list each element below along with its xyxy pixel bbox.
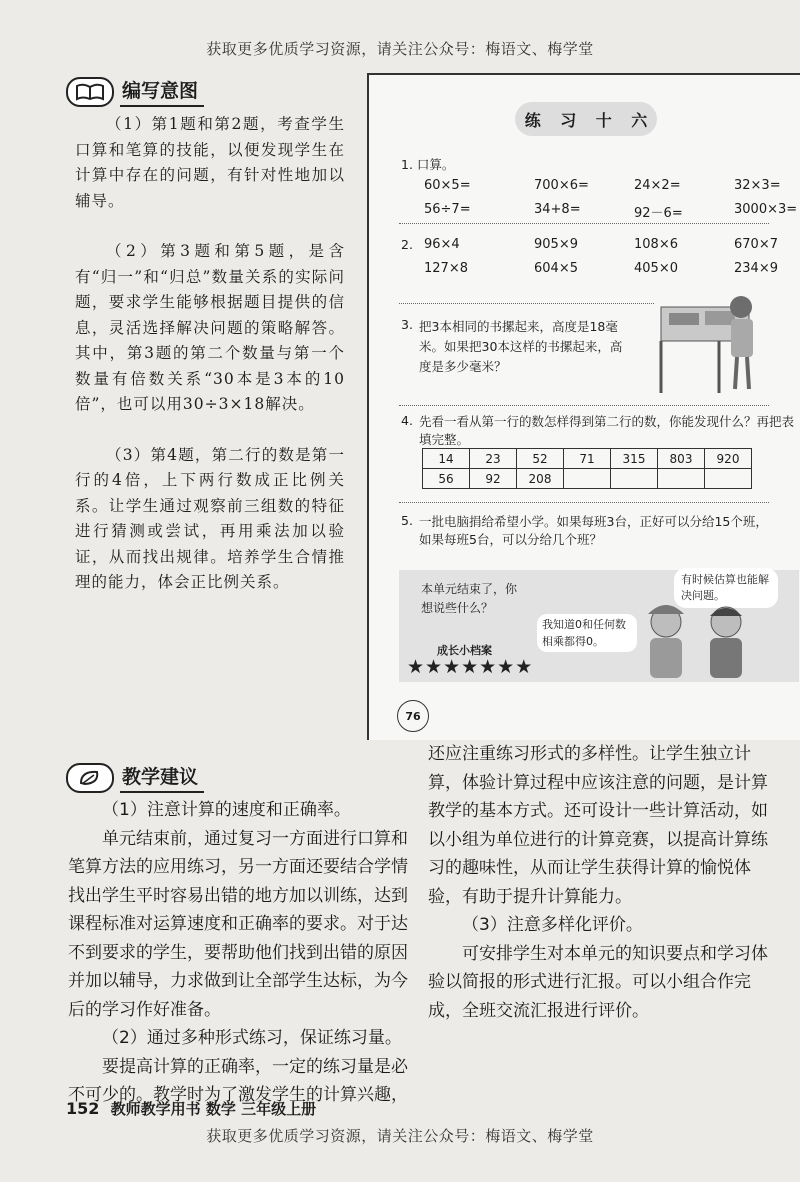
- intent-title: 编写意图: [120, 76, 204, 107]
- q2-item: 234×9: [734, 261, 778, 276]
- watermark-top: 获取更多优质学习资源，请关注公众号：梅语文、梅学堂: [206, 40, 594, 58]
- table-cell: 23: [470, 449, 517, 469]
- divider: [399, 223, 769, 224]
- q1-item: 92－6=: [634, 206, 683, 221]
- q1-item: 24×2=: [634, 178, 681, 193]
- q2-item: 108×6: [634, 237, 678, 252]
- q4-table: [422, 448, 752, 489]
- leaf-icon: [66, 763, 114, 793]
- table-row: [423, 469, 752, 489]
- speech-bubble-3: 有时候估算也能解决问题。: [674, 568, 778, 608]
- watermark-bottom: 获取更多优质学习资源，请关注公众号：梅语文、梅学堂: [206, 1127, 594, 1145]
- q2-item: 96×4: [424, 237, 460, 252]
- table-cell: [611, 469, 658, 489]
- intent-paragraph-3: （3）第4题，第二行的数是第一行的4倍，上下两行数成正比例关系。让学生通过观察前三组数的特征进行猜测或尝试，再用乘法加以验证，从而找出规律。培养学生合情推理的能力，体会正比例关系。: [75, 445, 345, 591]
- table-cell: [705, 469, 752, 489]
- exercise-title-char: 习: [560, 110, 577, 130]
- divider: [399, 405, 769, 406]
- table-cell: [564, 469, 611, 489]
- q5-text: 一批电脑捐给希望小学。如果每班3台，正好可以分给15个班，如果每班5台，可以分给几个班？: [419, 514, 768, 547]
- q2-item: 604×5: [534, 261, 578, 276]
- suggest-heading-2: （2）通过多种形式练习，保证练习量。: [102, 1028, 402, 1048]
- suggest-left-column: [68, 796, 410, 1110]
- table-cell: [658, 469, 705, 489]
- table-cell: 803: [658, 449, 705, 469]
- exercise-title-char: 十: [595, 110, 612, 130]
- table-cell: 56: [423, 469, 470, 489]
- exercise-title-char: 练: [524, 110, 541, 130]
- q1-item: 60×5=: [424, 178, 471, 193]
- girl-stacking-books-illustration: [659, 293, 779, 398]
- table-cell: 315: [611, 449, 658, 469]
- q2-grid: [424, 237, 800, 276]
- q3-label: 3.: [401, 317, 413, 332]
- q4-label: 4.: [401, 413, 413, 428]
- table-cell: 208: [517, 469, 564, 489]
- suggest-heading-3: （3）注意多样化评价。: [462, 915, 643, 935]
- footer-book-title: 教师教学用书 数学 三年级上册: [110, 1100, 317, 1118]
- exercise-title: [515, 102, 657, 136]
- page-number-badge: 76: [397, 700, 429, 732]
- q2-item: 405×0: [634, 261, 678, 276]
- suggest-paragraph-3: 可安排学生对本单元的知识要点和学习体验以简报的形式进行汇报。可以小组合作完成，全班交流汇报进行评价。: [428, 943, 768, 1021]
- intent-paragraph-1: （1）第1题和第2题，考查学生口算和笔算的技能，以便发现学生在计算中存在的问题，有针对性地加以辅导。: [75, 115, 345, 210]
- q1-label: 1. 口算。: [401, 157, 455, 172]
- q2-item: 127×8: [424, 261, 468, 276]
- q1-item: 34+8=: [534, 202, 581, 217]
- star-rating: ★★★★★★★: [407, 656, 534, 678]
- q4-text: 先看一看从第一行的数怎样得到第二行的数，你能发现什么？再把表填完整。: [419, 414, 795, 447]
- q2-item: 905×9: [534, 237, 578, 252]
- divider: [399, 502, 769, 503]
- q1-item: 700×6=: [534, 178, 589, 193]
- divider: [399, 303, 654, 304]
- intent-header: [66, 76, 204, 107]
- unit-summary-panel: [399, 570, 799, 682]
- suggest-paragraph-2-continued: 还应注重练习形式的多样性。让学生独立计算，体验计算过程中应该注意的问题，是计算教学的基本方式。还可设计一些计算活动，如以小组为单位进行的计算竞赛，以提高计算练习的趣味性，从而让学生获得计算的愉悦体验，有助于提升计算能力。: [428, 744, 768, 907]
- table-cell: 92: [470, 469, 517, 489]
- q2-label: 2.: [401, 237, 413, 252]
- q3-text: 把3本相同的书摞起来，高度是18毫米。如果把30本这样的书摞起来，高度是多少毫米？: [419, 319, 623, 374]
- intent-body: [75, 112, 345, 596]
- textbook-page: [367, 73, 800, 740]
- intent-paragraph-2: （2）第3题和第5题，是含有“归一”和“归总”数量关系的实际问题，要求学生能够根据题目提供的信息，灵活选择解决问题的策略解答。其中，第3题的第二个数量与第一个数量有倍数关系“30本是3本的10倍”，也可以用30÷3×18解决。: [75, 242, 345, 413]
- table-cell: 71: [564, 449, 611, 469]
- suggest-paragraph-1: 单元结束前，通过复习一方面进行口算和笔算方法的应用练习，另一方面还要结合学情找出学生平时容易出错的地方加以训练，达到课程标准对运算速度和正确率的要求。对于达不到要求的学生，要帮助他们找到出错的原因并加以辅导，力求做到让全部学生达标，为今后的学习作好准备。: [68, 828, 408, 1020]
- q2-item: 670×7: [734, 237, 778, 252]
- suggest-heading-1: （1）注意计算的速度和正确率。: [102, 800, 351, 820]
- q5-label: 5.: [401, 513, 413, 528]
- q1-item: 32×3=: [734, 178, 781, 193]
- suggest-right-column: [428, 740, 770, 1025]
- table-cell: 52: [517, 449, 564, 469]
- q1-item: 56÷7=: [424, 202, 471, 217]
- q1-grid: [424, 178, 800, 221]
- suggest-title: 教学建议: [120, 762, 204, 793]
- suggest-paragraph-2: 要提高计算的正确率，一定的练习量是必不可少的。教学时为了激发学生的计算兴趣，: [68, 1056, 408, 1105]
- suggest-header: [66, 762, 204, 793]
- page-footer: [66, 1098, 316, 1119]
- book-icon: [66, 77, 114, 107]
- table-row: [423, 449, 752, 469]
- table-cell: 14: [423, 449, 470, 469]
- exercise-title-char: 六: [631, 110, 648, 130]
- q1-item: 3000×3=: [734, 202, 798, 217]
- footer-page-number: 152: [66, 1099, 100, 1118]
- children-illustration: [634, 600, 774, 682]
- speech-bubble-2: 我知道0和任何数相乘都得0。: [537, 614, 637, 652]
- table-cell: 920: [705, 449, 752, 469]
- speech-bubble-1: 本单元结束了，你想说些什么？: [421, 582, 518, 615]
- growth-archive-label: 成长小档案: [437, 644, 492, 657]
